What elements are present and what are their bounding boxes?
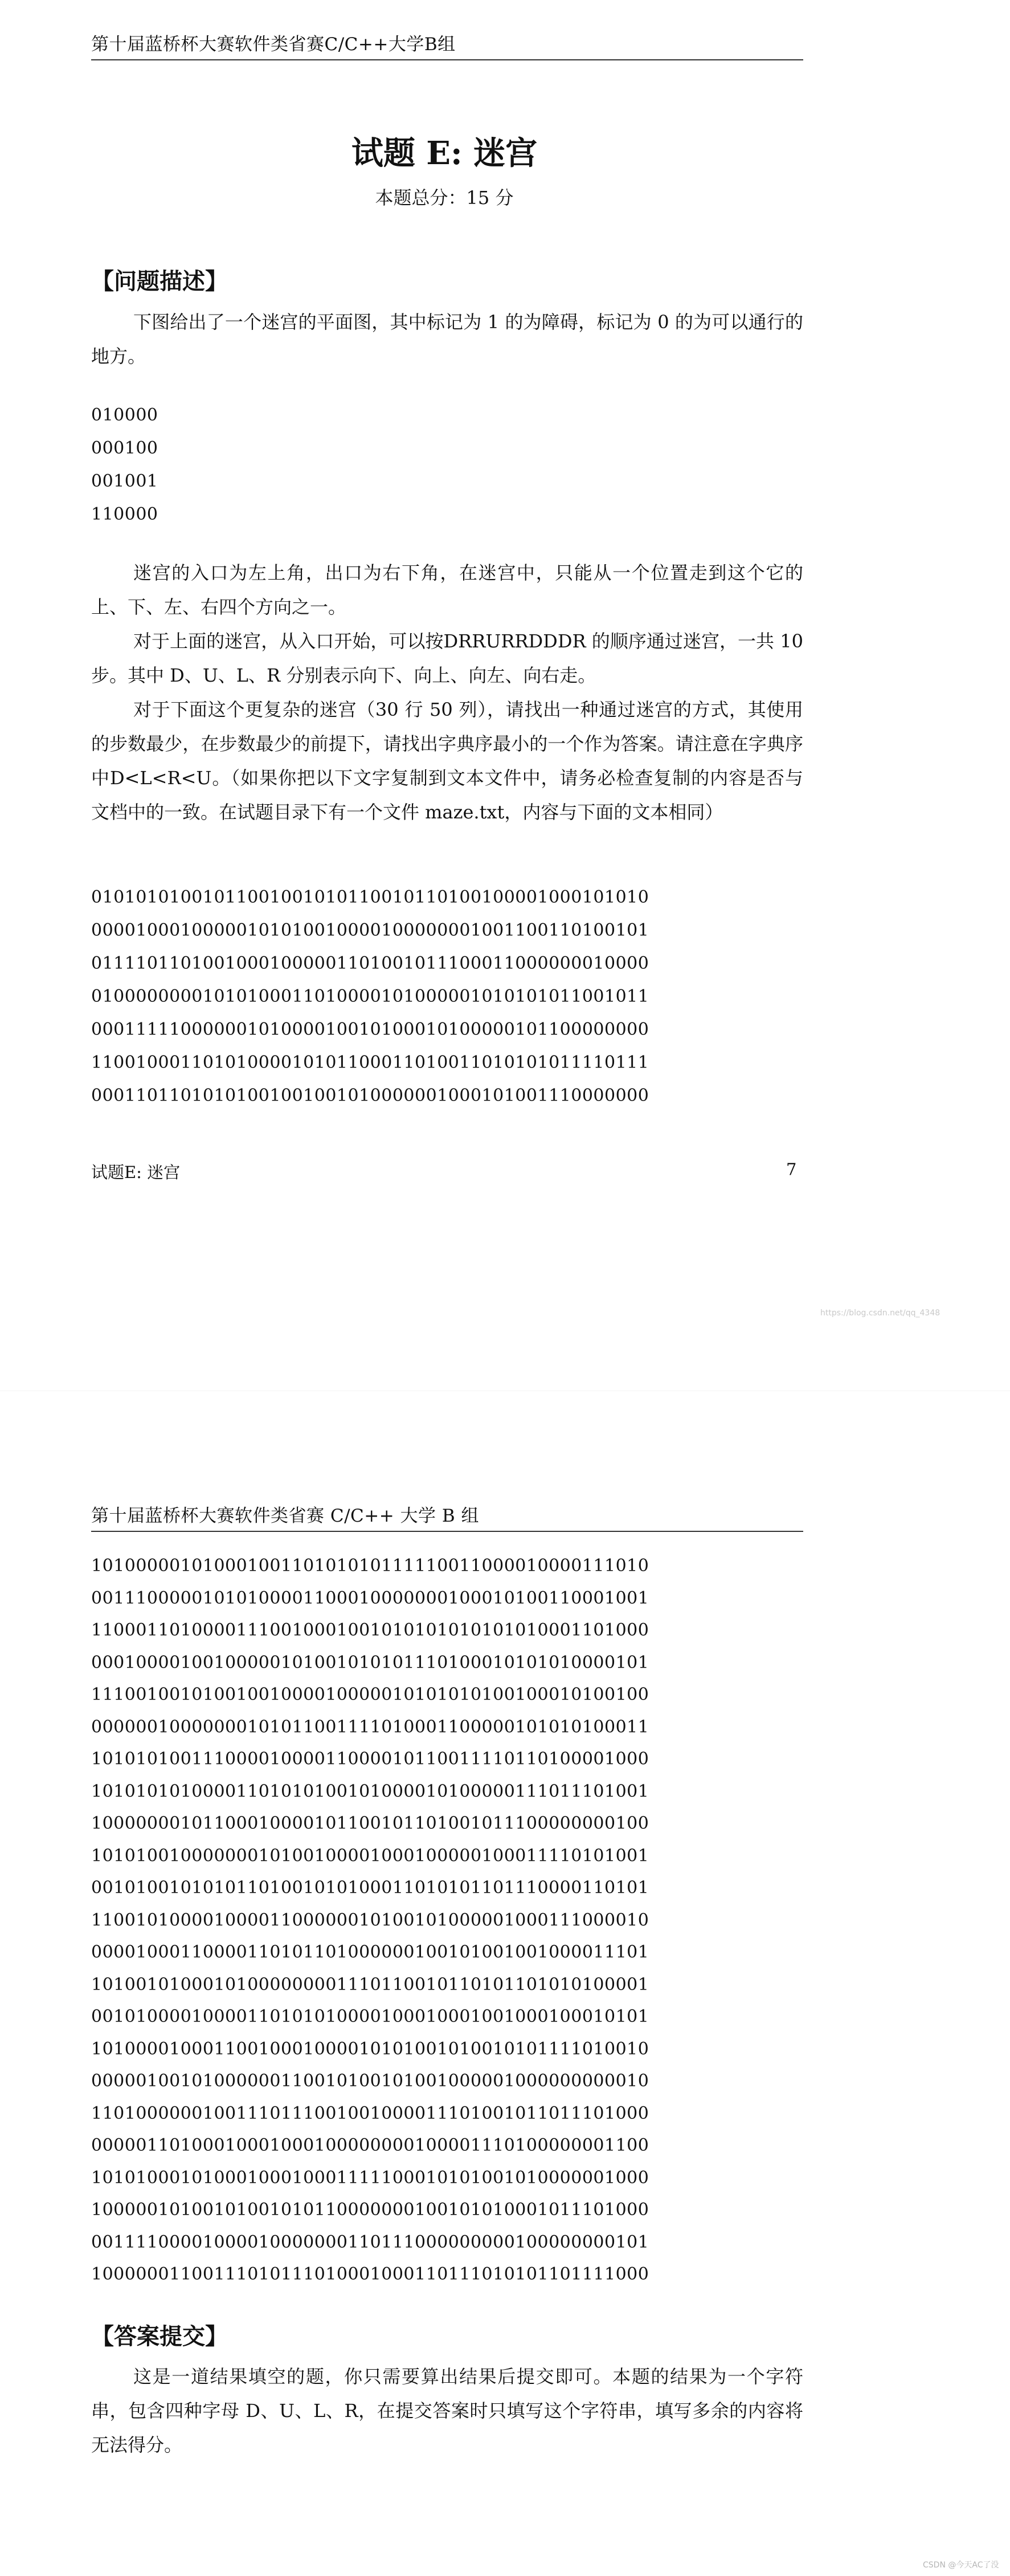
maze-row: 11001000110101000010101100011010011010101011110111 (91, 1053, 649, 1073)
maze-row: 110000 (91, 504, 158, 524)
maze-row: 00111000001010100001100010000000100010100110001001 (91, 1588, 649, 1608)
maze-row: 10000001100111010111010001000110111010101101111000 (91, 2264, 649, 2284)
maze-row: 10100101000101000000001110110010110101101010100001 (91, 1974, 649, 1995)
maze-row: 10100000101000100110101010111110011000010000111010 (91, 1556, 649, 1576)
maze-row: 10100001000110010001000010101001010010101111010010 (91, 2039, 649, 2059)
page-header: 第十届蓝桥杯大赛软件类省赛 C/C++ 大学 B 组 (91, 1505, 803, 1532)
page-header: 第十届蓝桥杯大赛软件类省赛C/C++大学B组 (91, 33, 803, 60)
total-score: 本题总分：15 分 (375, 187, 514, 209)
maze-row: 00011111000000101000010010100010100000101100000000 (91, 1020, 649, 1040)
maze-row: 10000010100101001010110000000100101010001011101000 (91, 2200, 649, 2220)
problem-paragraph-4: 对于下面这个更复杂的迷宫（30 行 50 列），请找出一种通过迷宫的方式，其使用的步数最少，在步数最少的前提下，请找出字典序最小的一个作为答案。请注意在字典序中D<L<R<U。（如果你把以下文字复制到文本文件中，请务必检查复制的内容是否与文档中的一致。在试题目录下有一个文件 maze.txt，内容与下面的文本相同） (91, 699, 803, 823)
problem-paragraph-2: 迷宫的入口为左上角，出口为右下角，在迷宫中，只能从一个位置走到这个它的上、下、左、右四个方向之一。 (91, 562, 803, 618)
maze-row: 000100 (91, 438, 158, 458)
maze-row: 11001010000100001100000010100101000001000111000010 (91, 1910, 649, 1930)
watermark-csdn: CSDN @今天AC了没 (923, 2561, 999, 2570)
maze-row: 00011011010101001001001010000001000101001110000000 (91, 1086, 649, 1106)
maze-row: 00111100001000010000000110111000000000100000000101 (91, 2232, 649, 2252)
maze-row: 00010000100100000101001010101110100010101010000101 (91, 1652, 649, 1673)
maze-row: 01111011010010001000001101001011100011000000010000 (91, 953, 649, 973)
maze-row: 00001000110000110101101000000100101001001000011101 (91, 1942, 649, 1962)
answer-paragraph: 这是一道结果填空的题，你只需要算出结果后提交即可。本题的结果为一个字符串，包含四种字母 D、U、L、R，在提交答案时只填写这个字符串，填写多余的内容将无法得分。 (91, 2366, 803, 2456)
maze-row: 10000000101100010000101100101101001011100000000100 (91, 1813, 649, 1833)
section-heading-answer: 【答案提交】 (91, 2324, 228, 2350)
maze-row: 001001 (91, 471, 158, 491)
maze-row: 10101010100001101010100101000010100000111011101001 (91, 1781, 649, 1801)
footer-label: 试题E: 迷宫 (91, 1163, 181, 1182)
maze-row: 010000 (91, 405, 158, 425)
problem-paragraph-1: 下图给出了一个迷宫的平面图，其中标记为 1 的为障碍，标记为 0 的为可以通行的地方。 (91, 311, 803, 367)
maze-row: 01000000001010100011010000101000001010101011001011 (91, 987, 649, 1006)
maze-row: 10101001000000010100100001000100000100011110101001 (91, 1845, 649, 1866)
maze-row: 00000100101000000110010100101001000001000000000010 (91, 2071, 649, 2091)
maze-row: 10101010011100001000011000010110011110110100001000 (91, 1749, 649, 1769)
maze-row: 01010101001011001001010110010110100100001000101010 (91, 887, 649, 907)
problem-paragraph-3: 对于上面的迷宫，从入口开始，可以按DRRURRDDDR 的顺序通过迷宫，一共 10 步。其中 D、U、L、R 分别表示向下、向上、向左、向右走。 (91, 630, 803, 686)
page-number: 7 (786, 1160, 797, 1179)
maze-row: 11000110100001110010001001010101010101010001101000 (91, 1620, 649, 1640)
maze-row: 00101001010101101001010100011010101101110000110101 (91, 1878, 649, 1898)
problem-title: 试题 E: 迷宫 (351, 134, 538, 172)
large-maze-part-1 (91, 881, 649, 1112)
maze-row: 11100100101001001000010000010101010100100010100100 (91, 1685, 649, 1705)
watermark-url: https://blog.csdn.net/qq_4348 (820, 1309, 941, 1318)
large-maze-part-2 (91, 1550, 649, 2291)
maze-row: 10101000101000100010001111100010101001010000001000 (91, 2167, 649, 2188)
maze-row: 00001000100000101010010000100000001001100110100101 (91, 920, 649, 940)
section-heading-problem: 【问题描述】 (91, 268, 228, 295)
maze-row: 11010000001001110111001001000011101001011011101000 (91, 2103, 649, 2123)
maze-row: 00101000010000110101010000100010001001000100010101 (91, 2007, 649, 2027)
maze-row: 00000110100010001000100000000100001110100000001100 (91, 2135, 649, 2155)
maze-row: 00000010000000101011001111010001100000101010100011 (91, 1717, 649, 1737)
small-maze (91, 399, 158, 531)
